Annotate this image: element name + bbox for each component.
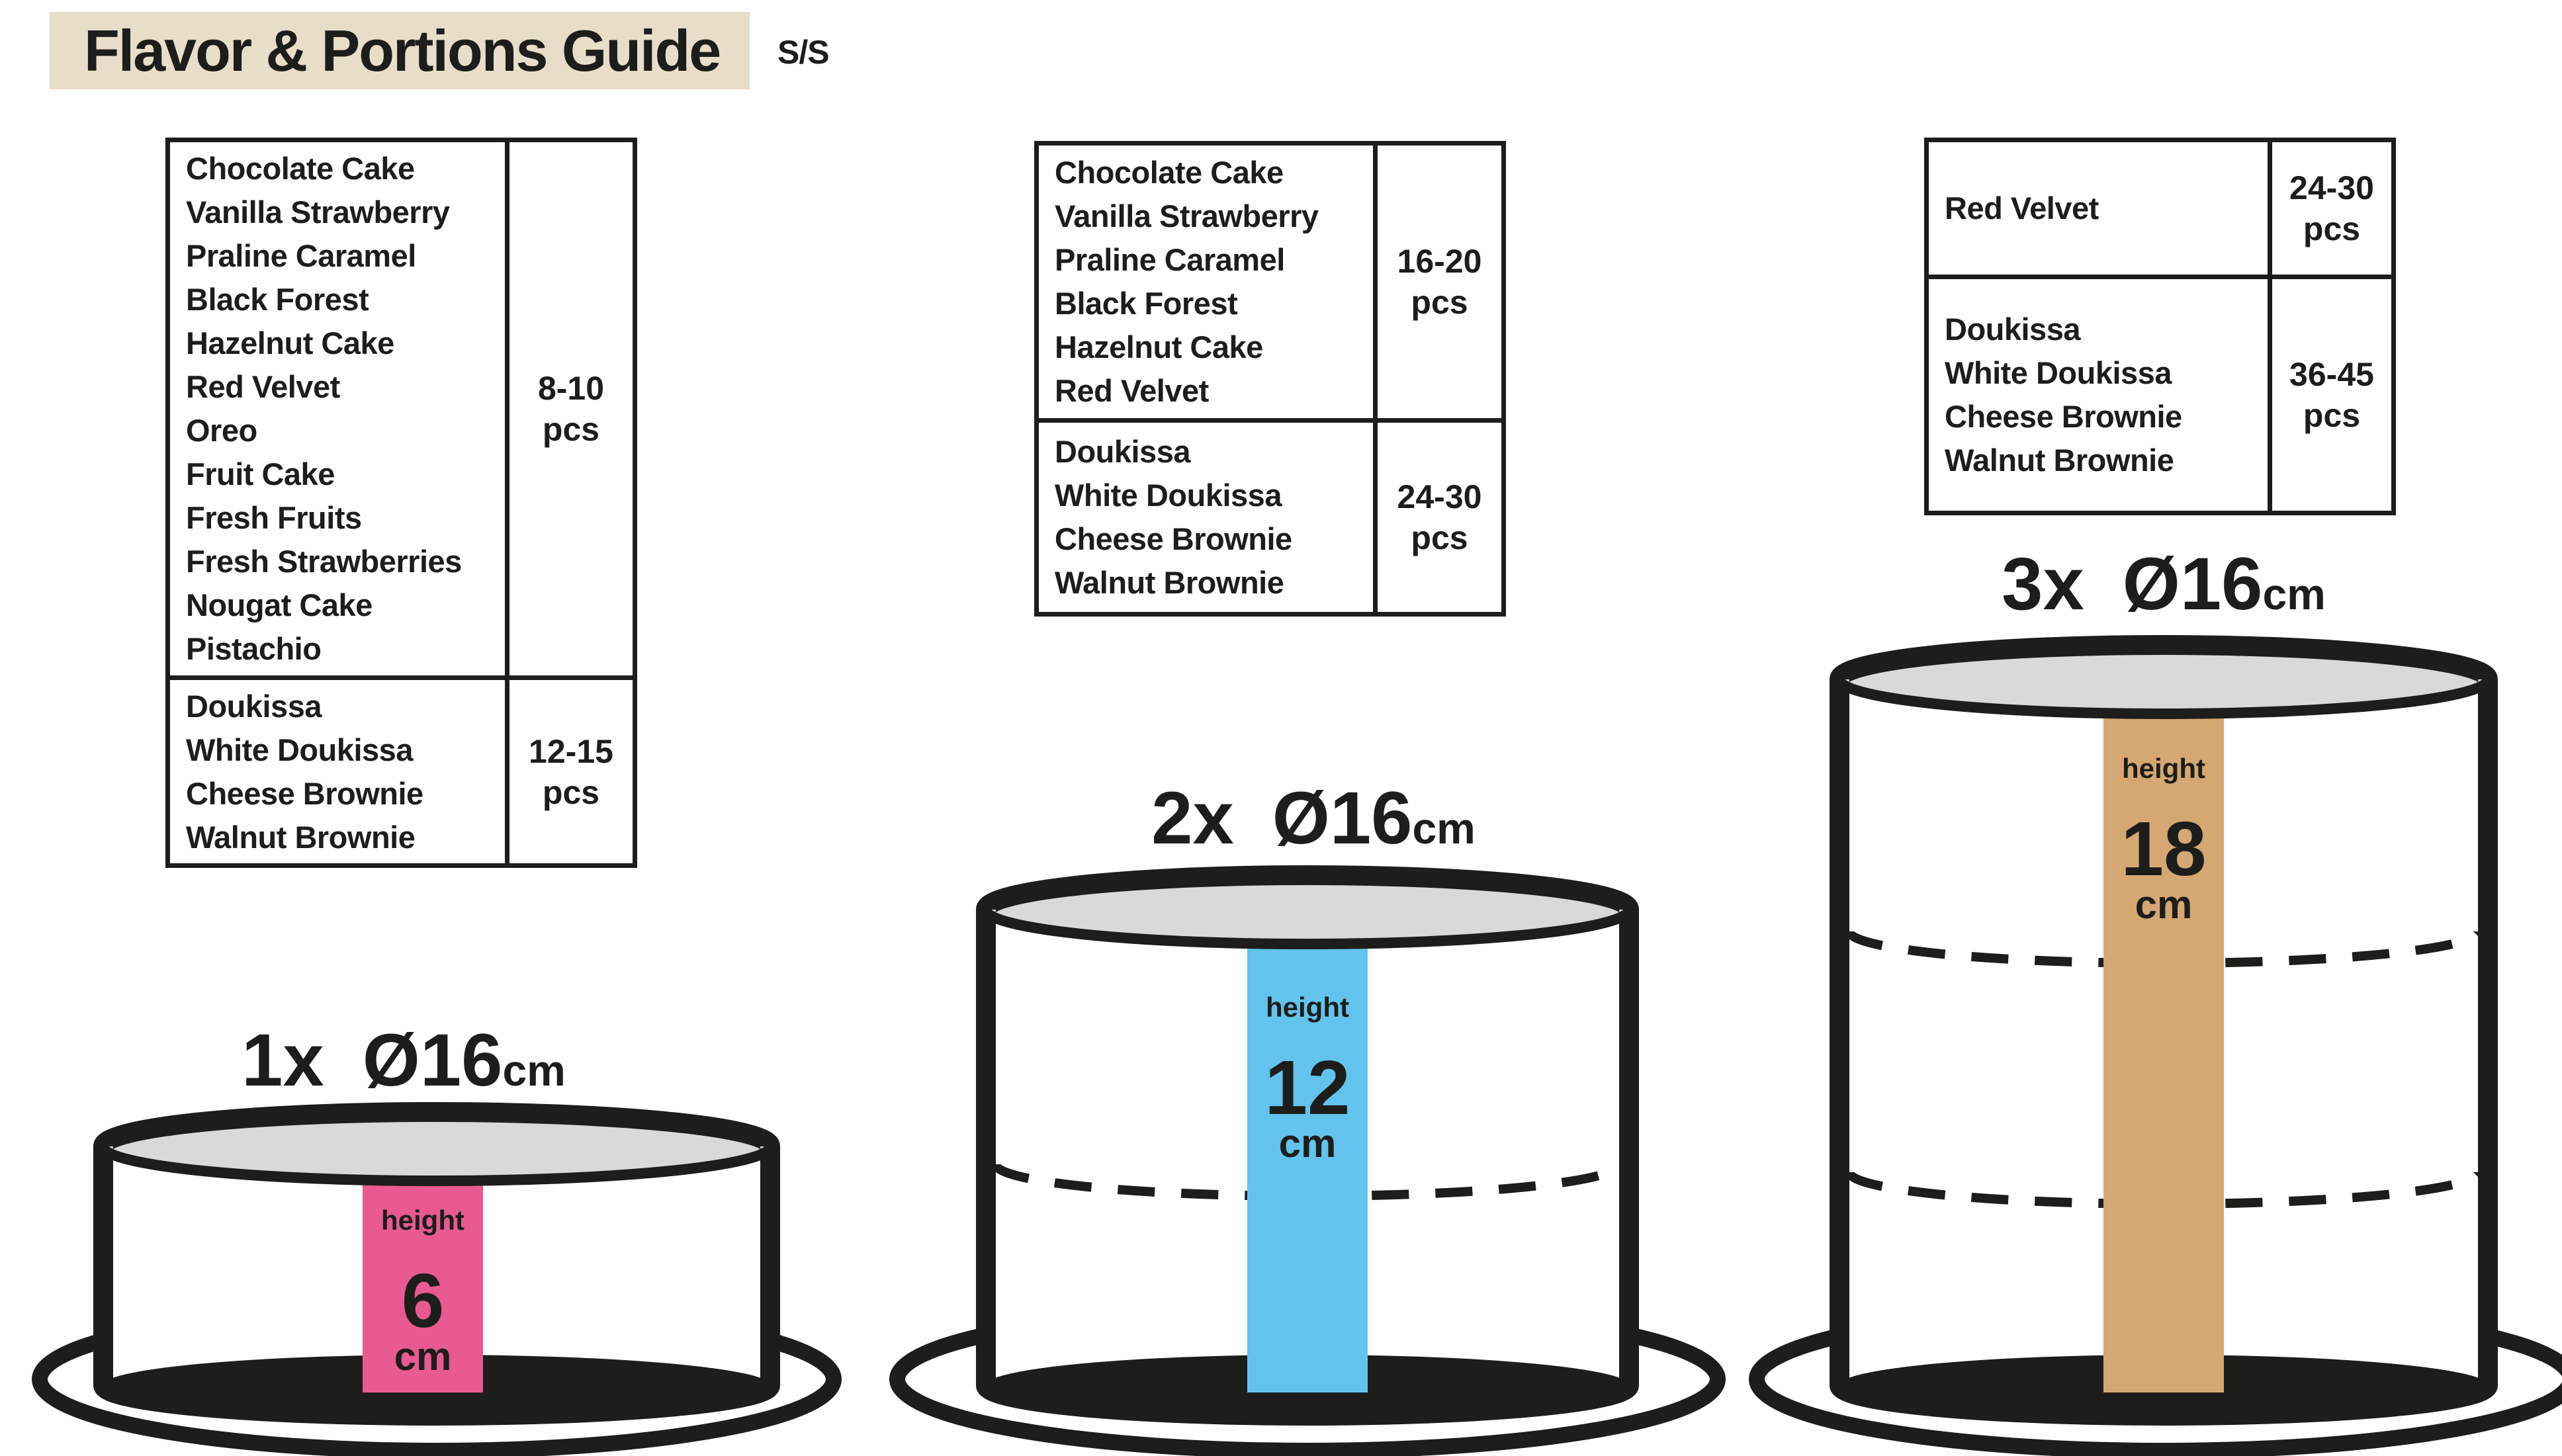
- flavor-item: Oreo: [186, 413, 257, 448]
- flavor-item: Fruit Cake: [186, 456, 335, 492]
- cake-3-size-label: [1965, 541, 2362, 626]
- pcs-cell: [505, 675, 633, 863]
- cake-diameter-unit: cm: [502, 1046, 566, 1095]
- cake-count-label: 3x: [2002, 542, 2084, 625]
- height-unit: cm: [2135, 882, 2193, 927]
- cake-1-height-annotation: [363, 1170, 483, 1377]
- pcs-unit: pcs: [1411, 284, 1468, 321]
- cake-diameter-label: Ø16: [362, 1019, 503, 1101]
- flavor-list-cell: [170, 675, 505, 863]
- flavor-item: Praline Caramel: [186, 238, 416, 273]
- pcs-cell: [2268, 275, 2391, 511]
- pcs-unit: pcs: [1411, 519, 1468, 556]
- pcs-unit: pcs: [2303, 210, 2361, 247]
- pcs-cell: [2268, 142, 2391, 275]
- flavor-item: Doukissa: [1055, 434, 1190, 469]
- flavor-item: Pistachio: [186, 631, 322, 666]
- cake-diameter-unit: cm: [2262, 570, 2326, 619]
- title-banner: [50, 12, 750, 89]
- pcs-value: 16-20: [1397, 243, 1482, 280]
- flavor-item: Walnut Brownie: [186, 819, 416, 855]
- flavor-list-cell: [1929, 142, 2268, 275]
- pcs-value: 36-45: [2289, 356, 2374, 393]
- portions-table-1: [165, 138, 637, 868]
- height-unit: cm: [1278, 1121, 1337, 1166]
- page-title: Flavor & Portions Guide: [84, 18, 721, 83]
- pcs-cell: [505, 142, 633, 675]
- portions-table-2: [1034, 141, 1506, 617]
- cake-2-height-annotation: [1247, 933, 1368, 1164]
- cake-3-height-annotation: [2103, 703, 2224, 925]
- flavor-item: Doukissa: [186, 688, 322, 724]
- height-unit: cm: [394, 1334, 452, 1379]
- pcs-value: 24-30: [2289, 169, 2374, 206]
- pcs-unit: pcs: [2303, 397, 2361, 434]
- flavor-item: Nougat Cake: [186, 587, 373, 622]
- flavor-item: Chocolate Cake: [186, 151, 415, 186]
- flavor-item: Hazelnut Cake: [1055, 329, 1263, 364]
- cake-count-label: 1x: [242, 1019, 324, 1101]
- cake-diameter-label: Ø16: [1272, 777, 1413, 859]
- flavor-item: White Doukissa: [186, 732, 413, 767]
- flavor-item: Vanilla Strawberry: [1055, 198, 1319, 234]
- flavor-list-cell: [170, 142, 505, 675]
- cake-diameter-unit: cm: [1412, 804, 1476, 853]
- flavor-item: Cheese Brownie: [1945, 399, 2182, 434]
- height-value: 6: [401, 1258, 445, 1344]
- height-label: height: [381, 1205, 464, 1236]
- height-value: 12: [1264, 1045, 1350, 1131]
- flavor-item: Praline Caramel: [1055, 242, 1285, 277]
- flavor-item: White Doukissa: [1055, 478, 1282, 513]
- flavor-item: Black Forest: [1055, 286, 1238, 321]
- pcs-value: 12-15: [529, 732, 613, 770]
- flavor-item: Cheese Brownie: [1055, 521, 1292, 556]
- flavor-list-cell: [1929, 275, 2268, 511]
- flavor-item: Hazelnut Cake: [186, 325, 394, 361]
- height-label: height: [2122, 753, 2205, 784]
- pcs-unit: pcs: [542, 411, 600, 448]
- flavor-item: Black Forest: [186, 282, 369, 317]
- height-value: 18: [2121, 806, 2207, 892]
- cake-count-label: 2x: [1151, 777, 1234, 859]
- flavor-item: Chocolate Cake: [1055, 155, 1284, 190]
- pcs-value: 8-10: [537, 370, 605, 407]
- title-tag: S/S: [777, 34, 829, 71]
- flavor-item: White Doukissa: [1945, 355, 2172, 390]
- pcs-cell: [1373, 146, 1501, 418]
- cake-2-size-label: [1115, 775, 1512, 861]
- cake-1-size-label: [205, 1017, 602, 1103]
- flavor-list-cell: [1039, 418, 1373, 612]
- flavor-item: Walnut Brownie: [1055, 565, 1284, 600]
- pcs-value: 24-30: [1397, 478, 1482, 515]
- flavor-item: Fresh Fruits: [186, 500, 362, 535]
- flavor-item: Red Velvet: [186, 369, 340, 404]
- portions-table-3: [1924, 138, 2396, 515]
- flavor-item: Red Velvet: [1055, 373, 1209, 408]
- flavor-item: Walnut Brownie: [1945, 443, 2174, 478]
- flavor-list-cell: [1039, 146, 1373, 418]
- height-label: height: [1266, 992, 1349, 1023]
- flavor-item: Cheese Brownie: [186, 775, 423, 811]
- flavor-item: Red Velvet: [1945, 191, 2099, 226]
- cake-diameter-label: Ø16: [2122, 542, 2263, 625]
- pcs-unit: pcs: [542, 773, 600, 811]
- flavor-item: Doukissa: [1945, 312, 2080, 347]
- flavor-item: Fresh Strawberries: [186, 544, 462, 579]
- flavor-item: Vanilla Strawberry: [186, 194, 450, 230]
- pcs-cell: [1373, 418, 1501, 612]
